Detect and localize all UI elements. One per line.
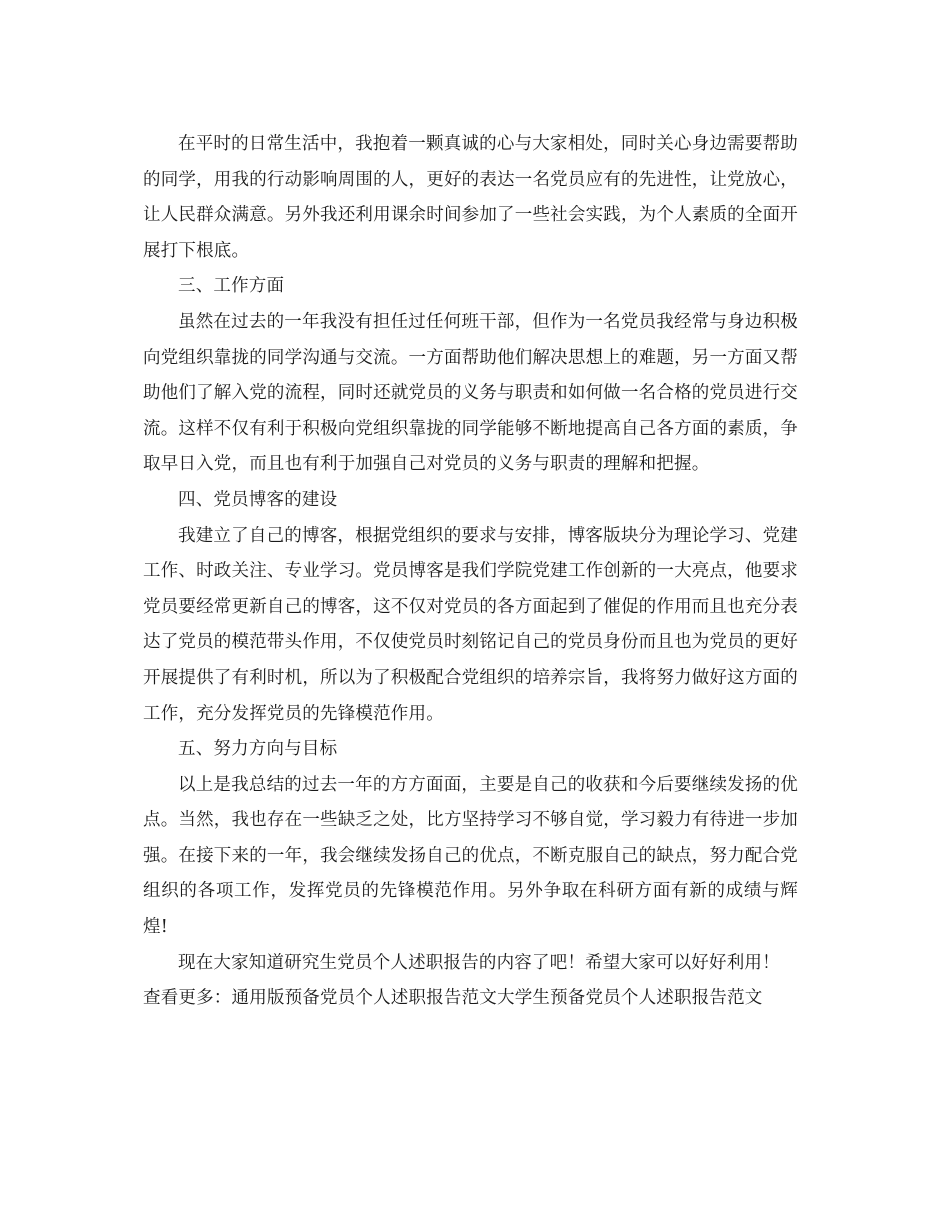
paragraph-closing: 现在大家知道研究生党员个人述职报告的内容了吧！希望大家可以好好利用！	[178, 952, 780, 973]
see-more-line: 查看更多：通用版预备党员个人述职报告范文大学生预备党员个人述职报告范文	[143, 988, 763, 1009]
paragraph-work: 虽然在过去的一年我没有担任过任何班干部，但作为一名党员我经常与身边积极向党组织靠拢的同学沟通与交流。一方面帮助他们解决思想上的难题，另一方面又帮助他们了解入党的流程，同时还就党员的义务与职责和如何做一名合格的党员进行交流。这样不仅有利于积极向党组织靠拢的同学能够不断地提高自己各方面的素质，争取早日入党，而且也有利于加强自己对党员的义务与职责的理解和把握。	[143, 311, 798, 475]
section-heading-blog: 四、党员博客的建设	[178, 489, 338, 510]
paragraph-goals: 以上是我总结的过去一年的方方面面，主要是自己的收获和今后要继续发扬的优点。当然，我也存在一些缺乏之处，比方坚持学习不够自觉，学习毅力有待进一步加强。在接下来的一年，我会继续发扬自己的优点，不断克服自己的缺点，努力配合党组织的各项工作，发挥党员的先锋模范作用。另外争取在科研方面有新的成绩与辉煌!	[143, 774, 798, 938]
paragraph-blog: 我建立了自己的博客，根据党组织的要求与安排，博客版块分为理论学习、党建工作、时政关注、专业学习。党员博客是我们学院党建工作创新的一大亮点，他要求党员要经常更新自己的博客，这不仅对党员的各方面起到了催促的作用而且也充分表达了党员的模范带头作用，不仅使党员时刻铭记自己的党员身份而且也为党员的更好开展提供了有利时机，所以为了积极配合党组织的培养宗旨，我将努力做好这方面的工作，充分发挥党员的先锋模范作用。	[143, 525, 798, 724]
document-body	[143, 127, 798, 1017]
paragraph-daily-life: 在平时的日常生活中，我抱着一颗真诚的心与大家相处，同时关心身边需要帮助的同学，用我的行动影响周围的人，更好的表达一名党员应有的先进性，让党放心，让人民群众满意。另外我还利用课余时间参加了一些社会实践，为个人素质的全面开展打下根底。	[143, 134, 798, 261]
section-heading-goals: 五、努力方向与目标	[178, 739, 338, 760]
section-heading-work: 三、工作方面	[178, 276, 285, 297]
